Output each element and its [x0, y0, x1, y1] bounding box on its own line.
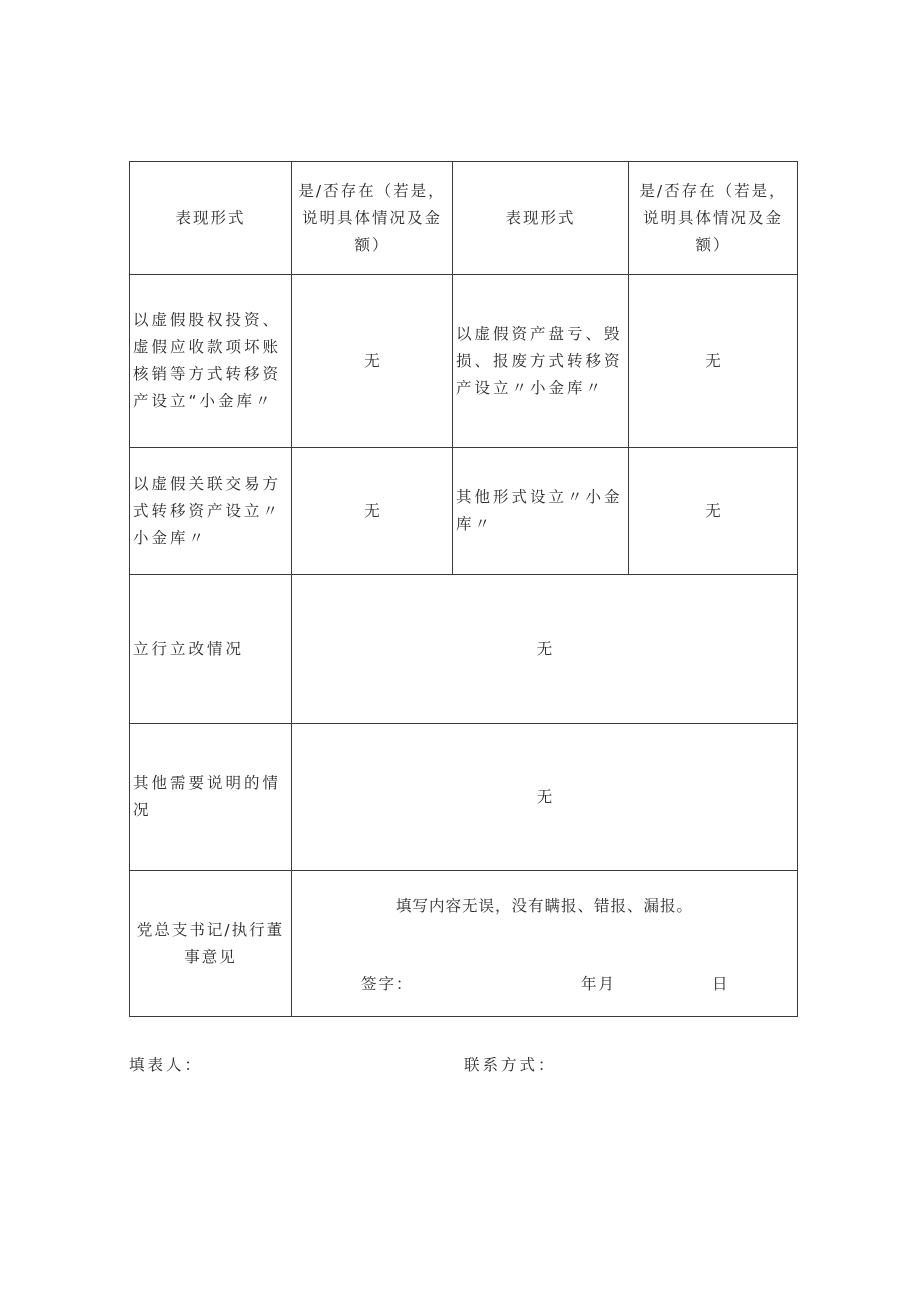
header-exists-1: 是/否存在（若是，说明具体情况及金额） [292, 162, 453, 275]
form-value[interactable]: 无 [292, 448, 453, 575]
filler-label: 填表人： [129, 1056, 204, 1074]
other-notes-value[interactable]: 无 [292, 724, 798, 871]
opinion-statement: 填写内容无误，没有瞒报、错报、漏报。 [395, 897, 693, 915]
other-notes-label: 其他需要说明的情况 [130, 724, 292, 871]
header-form-1: 表现形式 [130, 162, 292, 275]
signature-label: 签字： [361, 975, 414, 993]
day-label: 日 [712, 975, 728, 993]
table-row [130, 275, 798, 448]
form-description: 以虚假资产盘亏、毁损、报废方式转移资产设立〃小金库〃 [453, 275, 629, 448]
form-description: 以虚假股权投资、虚假应收款项坏账核销等方式转移资产设立“小金库〃 [130, 275, 292, 448]
signature-line [292, 971, 797, 998]
opinion-cell[interactable] [292, 871, 798, 1017]
year-month-label: 年月 [581, 975, 617, 993]
form-value[interactable]: 无 [629, 448, 798, 575]
rectification-label: 立行立改情况 [130, 575, 292, 724]
header-form-2: 表现形式 [453, 162, 629, 275]
table-header-row [130, 162, 798, 275]
rectification-value[interactable]: 无 [292, 575, 798, 724]
form-description: 以虚假关联交易方式转移资产设立〃小金库〃 [130, 448, 292, 575]
opinion-label: 党总支书记/执行董事意见 [130, 871, 292, 1017]
rectification-row [130, 575, 798, 724]
other-notes-row [130, 724, 798, 871]
header-exists-2: 是/否存在（若是，说明具体情况及金额） [629, 162, 798, 275]
opinion-row [130, 871, 798, 1017]
form-value[interactable]: 无 [629, 275, 798, 448]
form-value[interactable]: 无 [292, 275, 453, 448]
table-row [130, 448, 798, 575]
contact-label: 联系方式： [464, 1056, 557, 1074]
form-description: 其他形式设立〃小金库〃 [453, 448, 629, 575]
small-treasury-form-table [129, 161, 798, 1017]
